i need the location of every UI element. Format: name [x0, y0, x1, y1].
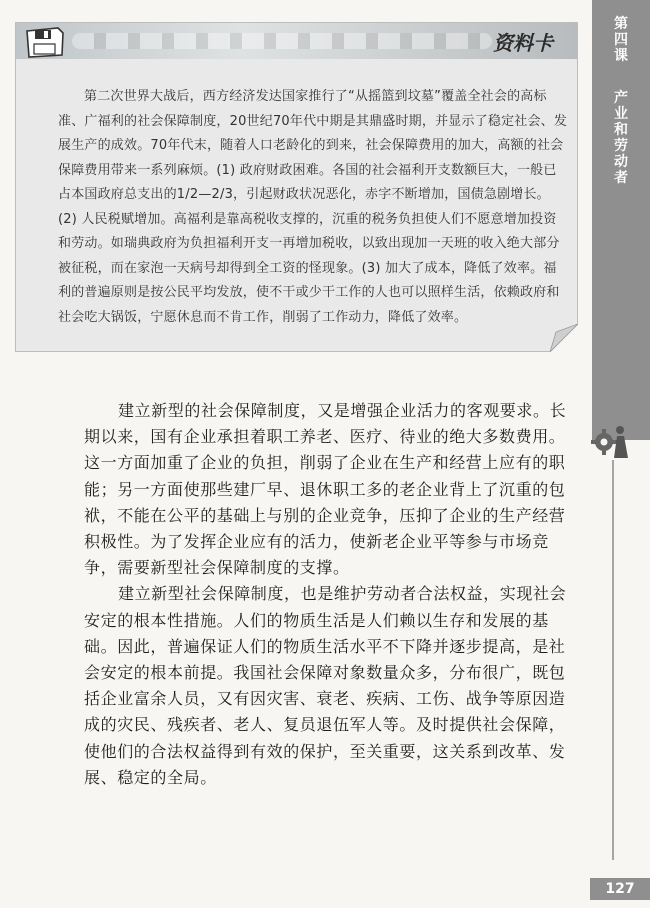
- header-decoration: [72, 33, 492, 49]
- floppy-disk-icon: [24, 25, 66, 59]
- page-curl-corner: [550, 324, 578, 352]
- paragraph: 建立新型社会保障制度，也是维护劳动者合法权益，实现社会安定的根本性措施。人们的物质生活是人们赖以生存和发展的基础。因此，普遍保证人们的物质生活水平不下降并逐步提高，是社会安定的根本前提。我国社会保障对象数量众多，分布很广，既包括企业富余人员，又有因灾害、衰老、疾病、工伤、战争等原因造成的灾民、残疾者、老人、复员退伍军人等。及时提供社会保障，使他们的合法权益得到有效的保护，至关重要，这关系到改革、发展、稳定的全局。: [84, 584, 567, 787]
- main-text: [84, 398, 578, 791]
- card-header: [16, 23, 577, 59]
- paragraph: 建立新型的社会保障制度，又是增强企业活力的客观要求。长期以来，国有企业承担着职工养老、医疗、待业的绝大多数费用。这一方面加重了企业的负担，削弱了企业在生产和经营上应有的职能；另一方面使那些建厂早、退休职工多的老企业背上了沉重的包袱，不能在公平的基础上与别的企业竞争，压抑了企业的生产经营积极性。为了发挥企业应有的活力，使新老企业平等参与市场竞争，需要新型社会保障制度的支撑。: [84, 401, 567, 578]
- page-number: 127: [590, 878, 650, 900]
- data-card: [15, 22, 578, 352]
- card-body-text: 第二次世界大战后，西方经济发达国家推行了“从摇篮到坟墓”覆盖全社会的高标准、广福利的社会保障制度，20世纪70年代中期是其鼎盛时期，并显示了稳定社会、发展生产的成效。70年代末，随着人口老龄化的到来，社会保障费用的加大，高额的社会保障费用带来一系列麻烦。(1) 政府财政困难。各国的社会福利开支数额巨大，一般已占本国政府总支出的1/2—2/3，引起财政状况恶化，赤字不断增加，国债急剧增长。(2) 人民税赋增加。高福利是靠高税收支撑的，沉重的税务负担使人们不愿意增加投资和劳动。如瑞典政府为负担福利开支一再增加税收，以致出现加一天班的收入绝大部分被征税，而在家泡一天病号却得到全工资的怪现象。(3) 加大了成本，降低了效率。福利的普遍原则是按公民平均发放，使不干或少干工作的人也可以照样生活，依赖政府和社会吃大锅饭，宁愿休息而不肯工作，削弱了工作动力，降低了效率。: [58, 89, 568, 325]
- chapter-side-tab: [592, 0, 650, 440]
- topic-label: 产业和劳动者: [614, 90, 628, 186]
- gear-and-figure-icon: [590, 418, 632, 460]
- lesson-label: 第四课: [614, 16, 628, 64]
- card-title: 资料卡: [493, 31, 553, 55]
- margin-line: [612, 460, 614, 860]
